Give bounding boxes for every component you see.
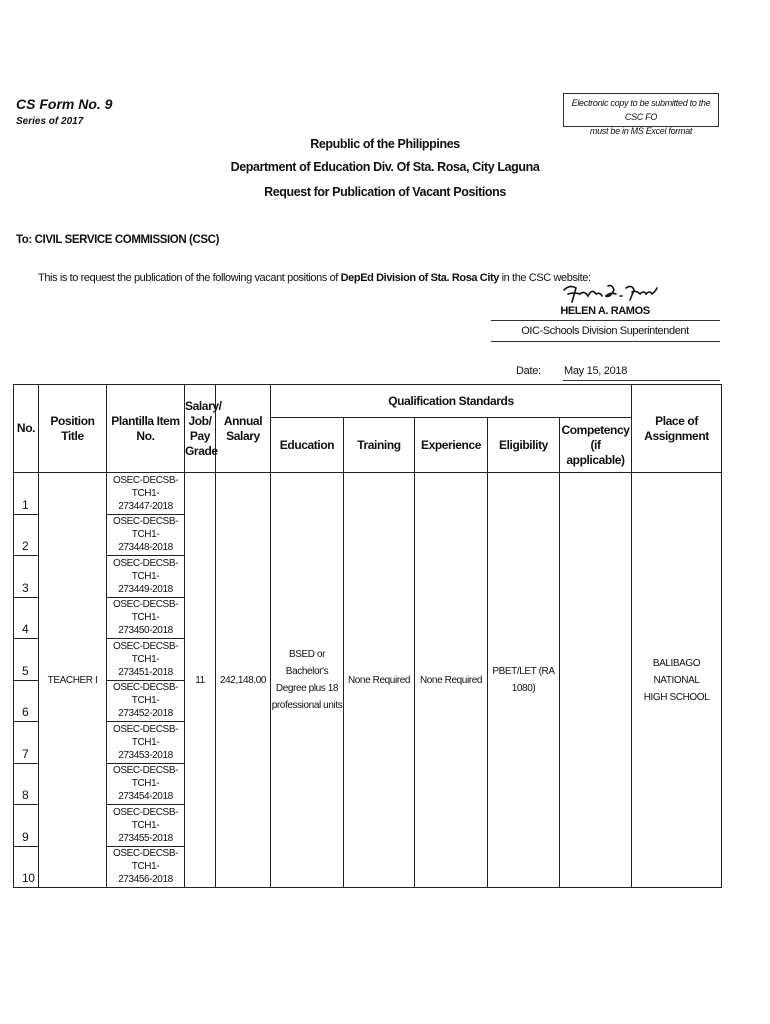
plantilla-item-line: OSEC-DECSB-TCH1- xyxy=(112,723,179,748)
row-number: 7 xyxy=(14,722,39,764)
header-annual-salary-line: Annual xyxy=(223,413,263,428)
title-department: Department of Education Div. Of Sta. Rosa, City Laguna xyxy=(230,160,540,174)
plantilla-item-line: OSEC-DECSB-TCH1- xyxy=(112,848,179,872)
education-line: Degree plus 18 xyxy=(275,683,339,694)
row-number: 6 xyxy=(14,680,39,722)
plantilla-item-line: OSEC-DECSB-TCH1- xyxy=(112,599,179,623)
plantilla-item-cell xyxy=(107,805,185,847)
signatory-title-rule xyxy=(491,341,720,342)
date-rule xyxy=(563,380,720,381)
plantilla-item-line: 273454-2018 xyxy=(118,791,173,802)
header-salary-grade-line: Pay xyxy=(189,428,211,443)
place-line: BALIBAGO NATIONAL xyxy=(652,657,701,686)
annual-salary-cell: 242,148.00 xyxy=(216,473,271,888)
plantilla-item-line: 273452-2018 xyxy=(118,708,173,719)
header-position-title: Position Title xyxy=(39,385,107,473)
plantilla-item-line: 273456-2018 xyxy=(118,874,173,885)
title-request: Request for Publication of Vacant Positions xyxy=(264,185,506,199)
header-place-line: Assignment xyxy=(644,428,709,443)
plantilla-item-line: 273451-2018 xyxy=(118,666,173,678)
form-number: CS Form No. 9 xyxy=(16,96,113,112)
header-salary-grade-line: Grade xyxy=(185,443,218,458)
signatory-name: HELEN A. RAMOS xyxy=(560,305,650,317)
header-no: No. xyxy=(14,385,39,473)
header-competency xyxy=(560,418,632,473)
signatory-title: OIC-Schools Division Superintendent xyxy=(521,325,689,337)
electronic-note-line2: must be in MS Excel format xyxy=(589,126,693,136)
request-agency: DepEd Division of Sta. Rosa City xyxy=(340,272,499,284)
vacancy-table xyxy=(13,384,722,888)
table-row xyxy=(14,473,722,515)
header-competency-line: Competency xyxy=(561,422,630,437)
electronic-note-line1: Electronic copy to be submitted to the CSC FO xyxy=(571,98,711,122)
place-line: HIGH SCHOOL xyxy=(643,691,710,703)
signature-image xyxy=(560,280,660,306)
header-qualification-standards: Qualification Standards xyxy=(271,385,632,418)
education-line: BSED or Bachelor's xyxy=(285,649,329,677)
position-title-cell: TEACHER I xyxy=(39,473,107,888)
header-training: Training xyxy=(344,418,415,473)
header-salary-grade xyxy=(185,385,222,473)
header-annual-salary-line: Salary xyxy=(226,428,260,443)
header-annual-salary xyxy=(216,385,271,473)
plantilla-item-cell xyxy=(107,473,185,515)
electronic-copy-note xyxy=(563,93,719,136)
training-cell: None Required xyxy=(344,473,415,888)
header-experience: Experience xyxy=(415,418,488,473)
date-label: Date: xyxy=(516,365,541,377)
header-salary-grade-line: Job/ xyxy=(188,413,212,428)
addressee: To: CIVIL SERVICE COMMISSION (CSC) xyxy=(16,234,219,246)
plantilla-item-line: 273449-2018 xyxy=(118,583,173,595)
header-salary-grade-line: Salary/ xyxy=(185,398,222,413)
plantilla-item-line: OSEC-DECSB-TCH1- xyxy=(112,765,179,789)
plantilla-item-cell xyxy=(107,597,185,639)
plantilla-item-line: 273447-2018 xyxy=(118,500,173,512)
plantilla-item-cell xyxy=(107,763,185,805)
request-statement xyxy=(38,272,591,284)
row-number: 9 xyxy=(14,805,39,847)
request-suffix: in the CSC website: xyxy=(498,272,591,284)
salary-grade-cell: 11 xyxy=(185,473,216,888)
header-plantilla-item-no: Plantilla Item No. xyxy=(107,385,185,473)
row-number: 8 xyxy=(14,763,39,805)
date-value: May 15, 2018 xyxy=(564,365,628,377)
row-number: 5 xyxy=(14,639,39,681)
header-eligibility: Eligibility xyxy=(488,418,560,473)
title-republic: Republic of the Philippines xyxy=(310,137,460,151)
eligibility-cell: PBET/LET (RA 1080) xyxy=(488,473,560,888)
signature-rule xyxy=(491,320,720,321)
experience-cell: None Required xyxy=(415,473,488,888)
row-number: 1 xyxy=(14,473,39,515)
place-of-assignment-cell xyxy=(632,473,722,888)
row-number: 3 xyxy=(14,556,39,598)
plantilla-item-line: OSEC-DECSB-TCH1- xyxy=(112,682,179,706)
competency-cell xyxy=(560,473,632,888)
plantilla-item-cell xyxy=(107,722,185,764)
plantilla-item-cell xyxy=(107,639,185,681)
header-place-of-assignment xyxy=(632,385,722,473)
header-place-line: Place of xyxy=(655,413,698,428)
plantilla-item-line: 273450-2018 xyxy=(118,625,173,636)
header-competency-line: (if applicable) xyxy=(566,437,625,467)
request-prefix: This is to request the publication of the following vacant positions of xyxy=(38,272,341,284)
plantilla-item-line: 273453-2018 xyxy=(118,749,173,761)
header-education: Education xyxy=(271,418,344,473)
plantilla-item-line: OSEC-DECSB-TCH1- xyxy=(112,516,179,540)
education-line: professional units xyxy=(271,700,343,711)
plantilla-item-line: 273455-2018 xyxy=(118,832,173,844)
row-number: 2 xyxy=(14,514,39,556)
plantilla-item-line: 273448-2018 xyxy=(118,542,173,553)
plantilla-item-line: OSEC-DECSB-TCH1- xyxy=(112,640,179,665)
plantilla-item-line: OSEC-DECSB-TCH1- xyxy=(112,557,179,582)
row-number: 10 xyxy=(14,846,39,888)
plantilla-item-cell xyxy=(107,556,185,598)
form-series: Series of 2017 xyxy=(16,116,84,127)
plantilla-item-line: OSEC-DECSB-TCH1- xyxy=(112,806,179,831)
plantilla-item-cell xyxy=(107,514,185,556)
plantilla-item-cell xyxy=(107,680,185,722)
plantilla-item-line: OSEC-DECSB-TCH1- xyxy=(112,474,179,499)
education-cell xyxy=(271,473,344,888)
row-number: 4 xyxy=(14,597,39,639)
plantilla-item-cell xyxy=(107,846,185,888)
